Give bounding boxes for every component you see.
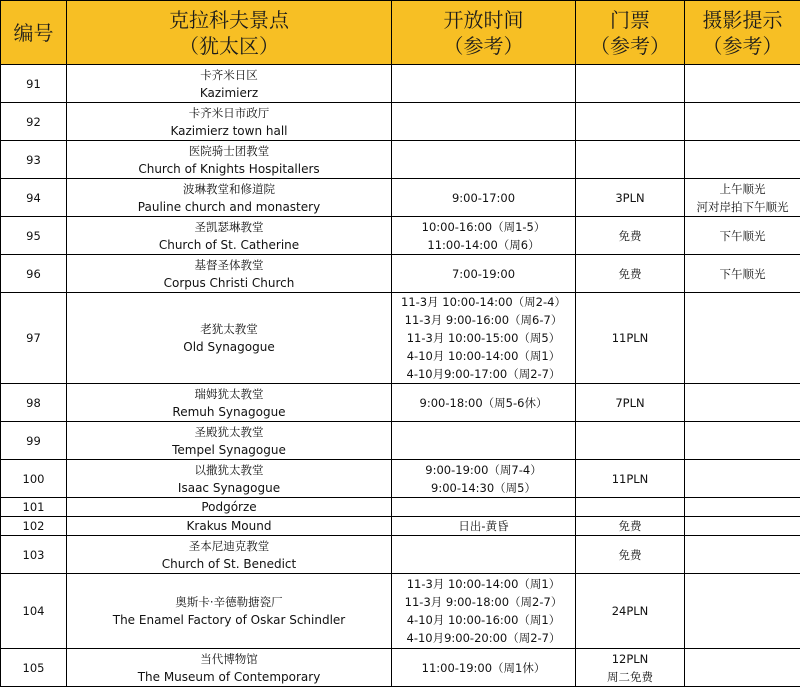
attraction-name-cn: 医院骑士团教堂 — [67, 142, 391, 160]
ticket-cell — [576, 498, 685, 517]
photo-tip-line: 下午顺光 — [685, 227, 800, 245]
table-row — [1, 460, 800, 498]
photo-tip-line: 上午顺光 — [685, 180, 800, 198]
row-number: 102 — [1, 517, 66, 535]
row-number: 103 — [1, 546, 66, 564]
photo-tip-line: 河对岸拍下午顺光 — [685, 198, 800, 216]
photo-tip-cell — [685, 460, 800, 498]
hours-cell — [392, 384, 576, 422]
number-cell — [1, 179, 67, 217]
attraction-cell — [67, 574, 392, 649]
attraction-name-cn: 波琳教堂和修道院 — [67, 180, 391, 198]
number-cell — [1, 103, 67, 141]
attraction-name-en: Pauline church and monastery — [67, 198, 391, 216]
attraction-cell — [67, 384, 392, 422]
table-row — [1, 498, 800, 517]
number-cell — [1, 536, 67, 574]
row-number: 105 — [1, 659, 66, 677]
hours-cell — [392, 517, 576, 536]
attraction-name-cn: 圣本尼迪克教堂 — [67, 537, 391, 555]
row-number: 99 — [1, 432, 66, 450]
header-line: 编号 — [1, 20, 66, 46]
header-line: 摄影提示 — [685, 7, 800, 33]
header-opening-hours — [392, 1, 576, 65]
photo-tip-cell — [685, 179, 800, 217]
number-cell — [1, 517, 67, 536]
ticket-line: 24PLN — [576, 602, 684, 620]
photo-tip-cell — [685, 217, 800, 255]
header-line: 门票 — [576, 7, 684, 33]
attraction-name-cn: 以撒犹太教堂 — [67, 461, 391, 479]
ticket-cell — [576, 141, 685, 179]
photo-tip-cell — [685, 293, 800, 384]
attraction-name-cn: 卡齐米日区 — [67, 66, 391, 84]
number-cell — [1, 217, 67, 255]
attraction-cell — [67, 293, 392, 384]
header-line: 开放时间 — [392, 7, 575, 33]
row-number: 101 — [1, 498, 66, 516]
number-cell — [1, 574, 67, 649]
attraction-name-en: Kazimierz — [67, 84, 391, 102]
attraction-name-en: Church of St. Benedict — [67, 555, 391, 573]
attraction-name-en: Tempel Synagogue — [67, 441, 391, 459]
hours-cell — [392, 65, 576, 103]
table-row — [1, 422, 800, 460]
ticket-cell — [576, 293, 685, 384]
table-row — [1, 293, 800, 384]
hours-line: 11-3月 10:00-14:00（周2-4） — [392, 293, 575, 311]
ticket-line: 11PLN — [576, 470, 684, 488]
table-row — [1, 574, 800, 649]
hours-line: 9:00-19:00（周7-4） — [392, 461, 575, 479]
hours-line: 4-10月9:00-20:00（周2-7） — [392, 629, 575, 647]
number-cell — [1, 255, 67, 293]
row-number: 95 — [1, 227, 66, 245]
table-row — [1, 141, 800, 179]
hours-cell — [392, 179, 576, 217]
row-number: 98 — [1, 394, 66, 412]
table-row — [1, 384, 800, 422]
photo-tip-cell — [685, 574, 800, 649]
ticket-line: 3PLN — [576, 189, 684, 207]
hours-line: 11-3月 9:00-16:00（周6-7） — [392, 311, 575, 329]
header-line: （参考） — [576, 33, 684, 59]
photo-tip-cell — [685, 384, 800, 422]
hours-cell — [392, 422, 576, 460]
hours-cell — [392, 536, 576, 574]
ticket-line: 免费 — [576, 546, 684, 564]
hours-line: 4-10月 10:00-16:00（周1） — [392, 611, 575, 629]
hours-line: 日出-黄昏 — [392, 517, 575, 535]
number-cell — [1, 293, 67, 384]
number-cell — [1, 141, 67, 179]
table-row — [1, 103, 800, 141]
photo-tip-cell — [685, 422, 800, 460]
number-cell — [1, 384, 67, 422]
photo-tip-cell — [685, 498, 800, 517]
ticket-line: 免费 — [576, 265, 684, 283]
hours-line: 9:00-17:00 — [392, 189, 575, 207]
photo-tip-cell — [685, 103, 800, 141]
ticket-cell — [576, 460, 685, 498]
attraction-cell — [67, 422, 392, 460]
hours-cell — [392, 255, 576, 293]
attraction-cell — [67, 498, 392, 517]
attraction-name-en: Church of Knights Hospitallers — [67, 160, 391, 178]
header-line: （犹太区） — [67, 33, 391, 59]
ticket-line: 周二免费 — [576, 668, 684, 686]
hours-cell — [392, 293, 576, 384]
attraction-name-cn: 奥斯卡·辛德勒搪瓷厂 — [67, 593, 391, 611]
hours-line: 9:00-14:30（周5） — [392, 479, 575, 497]
photo-tip-line: 下午顺光 — [685, 265, 800, 283]
hours-line: 11-3月 10:00-15:00（周5） — [392, 329, 575, 347]
attraction-name-en: Church of St. Catherine — [67, 236, 391, 254]
hours-line: 11-3月 9:00-18:00（周2-7） — [392, 593, 575, 611]
row-number: 93 — [1, 151, 66, 169]
photo-tip-cell — [685, 255, 800, 293]
photo-tip-cell — [685, 517, 800, 536]
attraction-name-en: Kazimierz town hall — [67, 122, 391, 140]
attraction-name-cn: 当代博物馆 — [67, 650, 391, 668]
hours-line: 4-10月9:00-17:00（周2-7） — [392, 365, 575, 383]
row-number: 91 — [1, 75, 66, 93]
row-number: 96 — [1, 265, 66, 283]
header-attraction — [67, 1, 392, 65]
header-line: （参考） — [392, 33, 575, 59]
attraction-name-cn: 基督圣体教堂 — [67, 256, 391, 274]
header-ticket — [576, 1, 685, 65]
header-line: （参考） — [685, 33, 800, 59]
attraction-name-en: Corpus Christi Church — [67, 274, 391, 292]
attraction-name-cn: 老犹太教堂 — [67, 320, 391, 338]
ticket-line: 11PLN — [576, 329, 684, 347]
ticket-cell — [576, 517, 685, 536]
number-cell — [1, 422, 67, 460]
table-row — [1, 179, 800, 217]
table-row — [1, 536, 800, 574]
ticket-cell — [576, 574, 685, 649]
attraction-name-cn: 圣凯瑟琳教堂 — [67, 218, 391, 236]
attraction-name-en: Remuh Synagogue — [67, 403, 391, 421]
ticket-line: 12PLN — [576, 650, 684, 668]
header-row — [1, 1, 800, 65]
ticket-line: 免费 — [576, 227, 684, 245]
attraction-cell — [67, 141, 392, 179]
attraction-cell — [67, 65, 392, 103]
number-cell — [1, 460, 67, 498]
ticket-cell — [576, 103, 685, 141]
attraction-cell — [67, 217, 392, 255]
hours-line: 10:00-16:00（周1-5） — [392, 218, 575, 236]
row-number: 92 — [1, 113, 66, 131]
attraction-name-en: The Museum of Contemporary — [67, 668, 391, 686]
row-number: 100 — [1, 470, 66, 488]
ticket-cell — [576, 384, 685, 422]
table-row — [1, 517, 800, 536]
table-row — [1, 217, 800, 255]
hours-cell — [392, 141, 576, 179]
photo-tip-cell — [685, 536, 800, 574]
attraction-name-en: Old Synagogue — [67, 338, 391, 356]
row-number: 97 — [1, 329, 66, 347]
hours-cell — [392, 574, 576, 649]
hours-line: 7:00-19:00 — [392, 265, 575, 283]
attraction-name-cn: 瑞姆犹太教堂 — [67, 385, 391, 403]
ticket-cell — [576, 65, 685, 103]
attraction-cell — [67, 179, 392, 217]
header-photo-tips — [685, 1, 800, 65]
attraction-name-cn: 卡齐米日市政厅 — [67, 104, 391, 122]
row-number: 104 — [1, 602, 66, 620]
hours-line: 11-3月 10:00-14:00（周1） — [392, 575, 575, 593]
ticket-line: 免费 — [576, 517, 684, 535]
hours-cell — [392, 103, 576, 141]
hours-line: 11:00-19:00（周1休） — [392, 659, 575, 677]
attraction-cell — [67, 103, 392, 141]
ticket-cell — [576, 536, 685, 574]
hours-line: 11:00-14:00（周6） — [392, 236, 575, 254]
attraction-cell — [67, 517, 392, 536]
number-cell — [1, 498, 67, 517]
ticket-cell — [576, 217, 685, 255]
attraction-cell — [67, 255, 392, 293]
table-row — [1, 255, 800, 293]
attraction-cell — [67, 536, 392, 574]
row-number: 94 — [1, 189, 66, 207]
table-row — [1, 65, 800, 103]
attraction-name-en: Krakus Mound — [67, 517, 391, 535]
ticket-cell — [576, 422, 685, 460]
hours-cell — [392, 217, 576, 255]
hours-line: 4-10月 10:00-14:00（周1） — [392, 347, 575, 365]
attraction-name-en: Podgórze — [67, 498, 391, 516]
header-line: 克拉科夫景点 — [67, 7, 391, 33]
number-cell — [1, 65, 67, 103]
attraction-name-cn: 圣殿犹太教堂 — [67, 423, 391, 441]
ticket-cell — [576, 179, 685, 217]
hours-cell — [392, 498, 576, 517]
attraction-name-en: Isaac Synagogue — [67, 479, 391, 497]
header-number — [1, 1, 67, 65]
attraction-name-en: The Enamel Factory of Oskar Schindler — [67, 611, 391, 629]
hours-line: 9:00-18:00（周5-6休） — [392, 394, 575, 412]
ticket-line: 7PLN — [576, 394, 684, 412]
photo-tip-cell — [685, 141, 800, 179]
ticket-cell — [576, 255, 685, 293]
attraction-cell — [67, 460, 392, 498]
hours-cell — [392, 460, 576, 498]
photo-tip-cell — [685, 65, 800, 103]
